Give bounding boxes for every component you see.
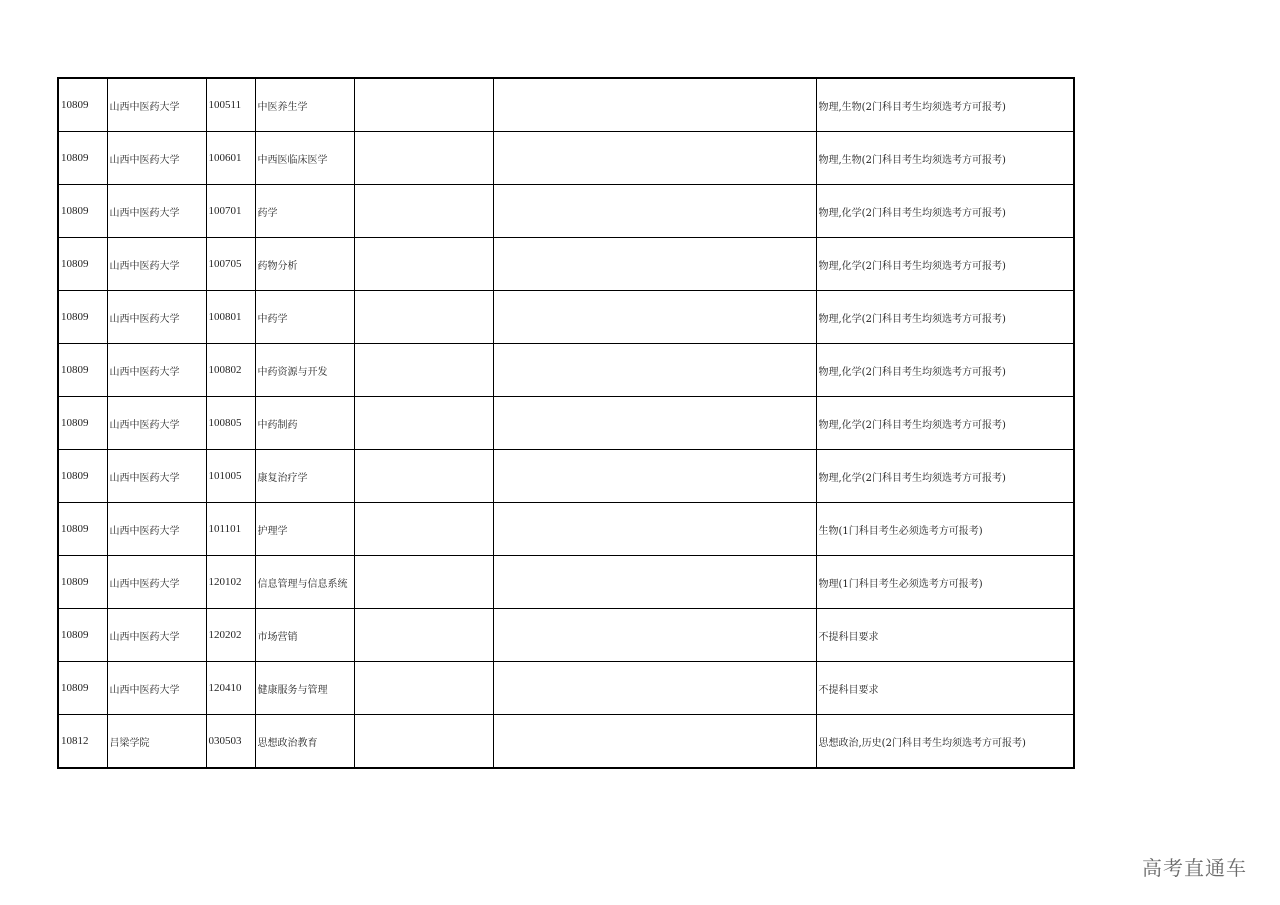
major-code-cell: 100802 [206,344,255,397]
table-row [58,450,1074,503]
blank-cell [493,291,816,344]
subject-requirement-cell: 物理,生物(2门科目考生均须选考方可报考) [816,132,1074,185]
blank-cell [493,185,816,238]
school-code-cell: 10809 [58,185,107,238]
major-code-cell: 100701 [206,185,255,238]
school-code-cell: 10809 [58,291,107,344]
table-row [58,556,1074,609]
school-name-cell: 吕梁学院 [107,715,206,769]
major-code-cell: 100805 [206,397,255,450]
major-name-cell: 市场营销 [255,609,354,662]
blank-cell [354,185,493,238]
major-name-cell: 健康服务与管理 [255,662,354,715]
school-name-cell: 山西中医药大学 [107,503,206,556]
subject-requirement-cell: 物理,化学(2门科目考生均须选考方可报考) [816,291,1074,344]
major-name-cell: 中医养生学 [255,78,354,132]
table-row [58,344,1074,397]
blank-cell [493,238,816,291]
blank-cell [354,662,493,715]
subject-requirement-cell: 物理,化学(2门科目考生均须选考方可报考) [816,185,1074,238]
major-code-cell: 101005 [206,450,255,503]
table-row [58,78,1074,132]
blank-cell [493,132,816,185]
blank-cell [354,238,493,291]
blank-cell [493,344,816,397]
major-name-cell: 中药制药 [255,397,354,450]
major-name-cell: 药物分析 [255,238,354,291]
blank-cell [354,291,493,344]
blank-cell [354,556,493,609]
major-code-cell: 030503 [206,715,255,769]
subject-requirement-cell: 思想政治,历史(2门科目考生均须选考方可报考) [816,715,1074,769]
school-code-cell: 10809 [58,450,107,503]
school-code-cell: 10809 [58,132,107,185]
blank-cell [493,450,816,503]
blank-cell [354,503,493,556]
subject-requirement-cell: 不提科目要求 [816,662,1074,715]
table-row [58,609,1074,662]
blank-cell [493,609,816,662]
table-row [58,238,1074,291]
table-row [58,397,1074,450]
school-code-cell: 10809 [58,556,107,609]
blank-cell [493,503,816,556]
major-code-cell: 100705 [206,238,255,291]
blank-cell [493,78,816,132]
blank-cell [493,715,816,769]
subject-requirement-cell: 物理,化学(2门科目考生均须选考方可报考) [816,344,1074,397]
major-code-cell: 100801 [206,291,255,344]
school-name-cell: 山西中医药大学 [107,185,206,238]
blank-cell [354,450,493,503]
blank-cell [354,397,493,450]
subject-requirement-cell: 生物(1门科目考生必须选考方可报考) [816,503,1074,556]
table-row [58,662,1074,715]
blank-cell [354,715,493,769]
major-code-cell: 100511 [206,78,255,132]
blank-cell [354,78,493,132]
major-name-cell: 中药学 [255,291,354,344]
school-code-cell: 10809 [58,344,107,397]
major-code-cell: 100601 [206,132,255,185]
school-code-cell: 10809 [58,397,107,450]
school-code-cell: 10809 [58,78,107,132]
major-code-cell: 120102 [206,556,255,609]
subject-requirement-cell: 物理,化学(2门科目考生均须选考方可报考) [816,238,1074,291]
blank-cell [493,662,816,715]
major-code-cell: 120410 [206,662,255,715]
major-name-cell: 信息管理与信息系统 [255,556,354,609]
table-row [58,291,1074,344]
school-name-cell: 山西中医药大学 [107,662,206,715]
school-name-cell: 山西中医药大学 [107,291,206,344]
major-name-cell: 药学 [255,185,354,238]
major-name-cell: 思想政治教育 [255,715,354,769]
school-code-cell: 10809 [58,238,107,291]
school-name-cell: 山西中医药大学 [107,397,206,450]
blank-cell [354,344,493,397]
school-name-cell: 山西中医药大学 [107,132,206,185]
table-row [58,715,1074,769]
major-name-cell: 中西医临床医学 [255,132,354,185]
admission-requirements-table [57,77,1075,769]
major-name-cell: 康复治疗学 [255,450,354,503]
school-name-cell: 山西中医药大学 [107,450,206,503]
subject-requirement-cell: 物理,化学(2门科目考生均须选考方可报考) [816,397,1074,450]
table-row [58,132,1074,185]
subject-requirement-cell: 物理,生物(2门科目考生均须选考方可报考) [816,78,1074,132]
school-name-cell: 山西中医药大学 [107,344,206,397]
table-row [58,503,1074,556]
major-name-cell: 中药资源与开发 [255,344,354,397]
subject-requirement-cell: 物理,化学(2门科目考生均须选考方可报考) [816,450,1074,503]
major-name-cell: 护理学 [255,503,354,556]
school-code-cell: 10809 [58,609,107,662]
blank-cell [354,132,493,185]
table-row [58,185,1074,238]
major-code-cell: 101101 [206,503,255,556]
blank-cell [493,397,816,450]
subject-requirement-cell: 不提科目要求 [816,609,1074,662]
table-body [58,78,1074,768]
subject-requirement-cell: 物理(1门科目考生必须选考方可报考) [816,556,1074,609]
school-name-cell: 山西中医药大学 [107,238,206,291]
blank-cell [354,609,493,662]
school-name-cell: 山西中医药大学 [107,78,206,132]
school-code-cell: 10809 [58,662,107,715]
school-code-cell: 10809 [58,503,107,556]
school-name-cell: 山西中医药大学 [107,556,206,609]
school-name-cell: 山西中医药大学 [107,609,206,662]
major-code-cell: 120202 [206,609,255,662]
watermark-text: 高考直通车 [1142,856,1247,880]
school-code-cell: 10812 [58,715,107,769]
blank-cell [493,556,816,609]
